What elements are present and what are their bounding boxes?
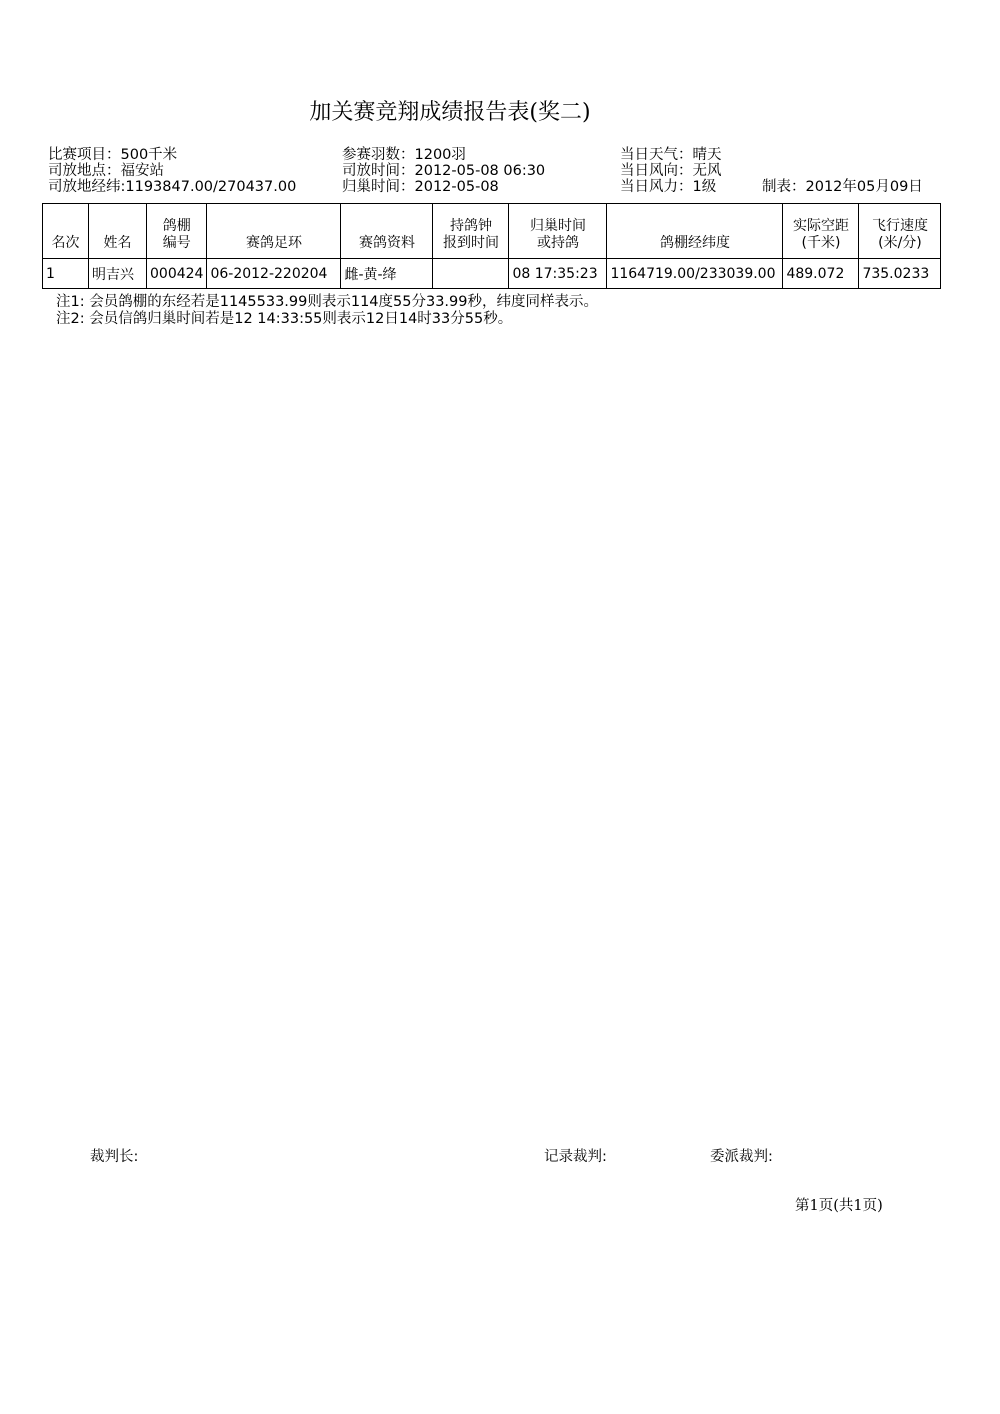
column-header: 赛鸽足环 [207, 204, 341, 259]
appointed-judge-label: 委派裁判: [710, 1149, 773, 1165]
table-cell: 1 [43, 259, 89, 289]
notes [56, 294, 598, 328]
table-cell: 雌-黄-绛 [341, 259, 433, 289]
column-header: 姓名 [89, 204, 147, 259]
report-title: 加关赛竞翔成绩报告表(奖二) [309, 100, 591, 125]
column-header: 持鸽钟 报到时间 [433, 204, 509, 259]
release-location: 司放地点：福安站 [48, 163, 164, 179]
chief-judge-label: 裁判长: [90, 1149, 139, 1165]
wind-force: 当日风力：1级 [620, 179, 717, 195]
table-cell: 08 17:35:23 [509, 259, 607, 289]
column-header: 实际空距 (千米) [783, 204, 859, 259]
column-header: 鸽棚经纬度 [607, 204, 783, 259]
table-cell: 735.0233 [859, 259, 941, 289]
table-body [43, 259, 941, 289]
table-cell [433, 259, 509, 289]
table-cell: 明吉兴 [89, 259, 147, 289]
table-cell: 489.072 [783, 259, 859, 289]
info-column-1 [48, 147, 296, 195]
table-cell: 1164719.00/233039.00 [607, 259, 783, 289]
table-cell: 06-2012-220204 [207, 259, 341, 289]
info-column-2 [342, 147, 545, 195]
weather: 当日天气：晴天 [620, 147, 722, 163]
column-header: 归巢时间 或持鸽 [509, 204, 607, 259]
made-date: 制表：2012年05月09日 [762, 179, 923, 195]
column-header: 赛鸽资料 [341, 204, 433, 259]
column-header: 飞行速度 (米/分) [859, 204, 941, 259]
table-cell: 000424 [147, 259, 207, 289]
table-row [43, 259, 941, 289]
entry-count: 参赛羽数：1200羽 [342, 147, 466, 163]
page-number: 第1页(共1页) [795, 1198, 883, 1214]
table-header-row [43, 204, 941, 259]
return-time: 归巢时间：2012-05-08 [342, 179, 499, 195]
race-distance: 比赛项目：500千米 [48, 147, 178, 163]
recorder-judge-label: 记录裁判: [544, 1149, 607, 1165]
release-time: 司放时间：2012-05-08 06:30 [342, 163, 546, 179]
note-2: 注2: 会员信鸽归巢时间若是12 14:33:55则表示12日14时33分55秒。 [56, 311, 513, 327]
column-header: 名次 [43, 204, 89, 259]
column-header: 鸽棚 编号 [147, 204, 207, 259]
release-coordinates: 司放地经纬:1193847.00/270437.00 [48, 179, 297, 195]
wind-direction: 当日风向：无风 [620, 163, 722, 179]
info-column-3 [620, 147, 722, 195]
results-table [42, 203, 941, 289]
note-1: 注1: 会员鸽棚的东经若是1145533.99则表示114度55分33.99秒，纬度同样表示。 [56, 294, 598, 310]
